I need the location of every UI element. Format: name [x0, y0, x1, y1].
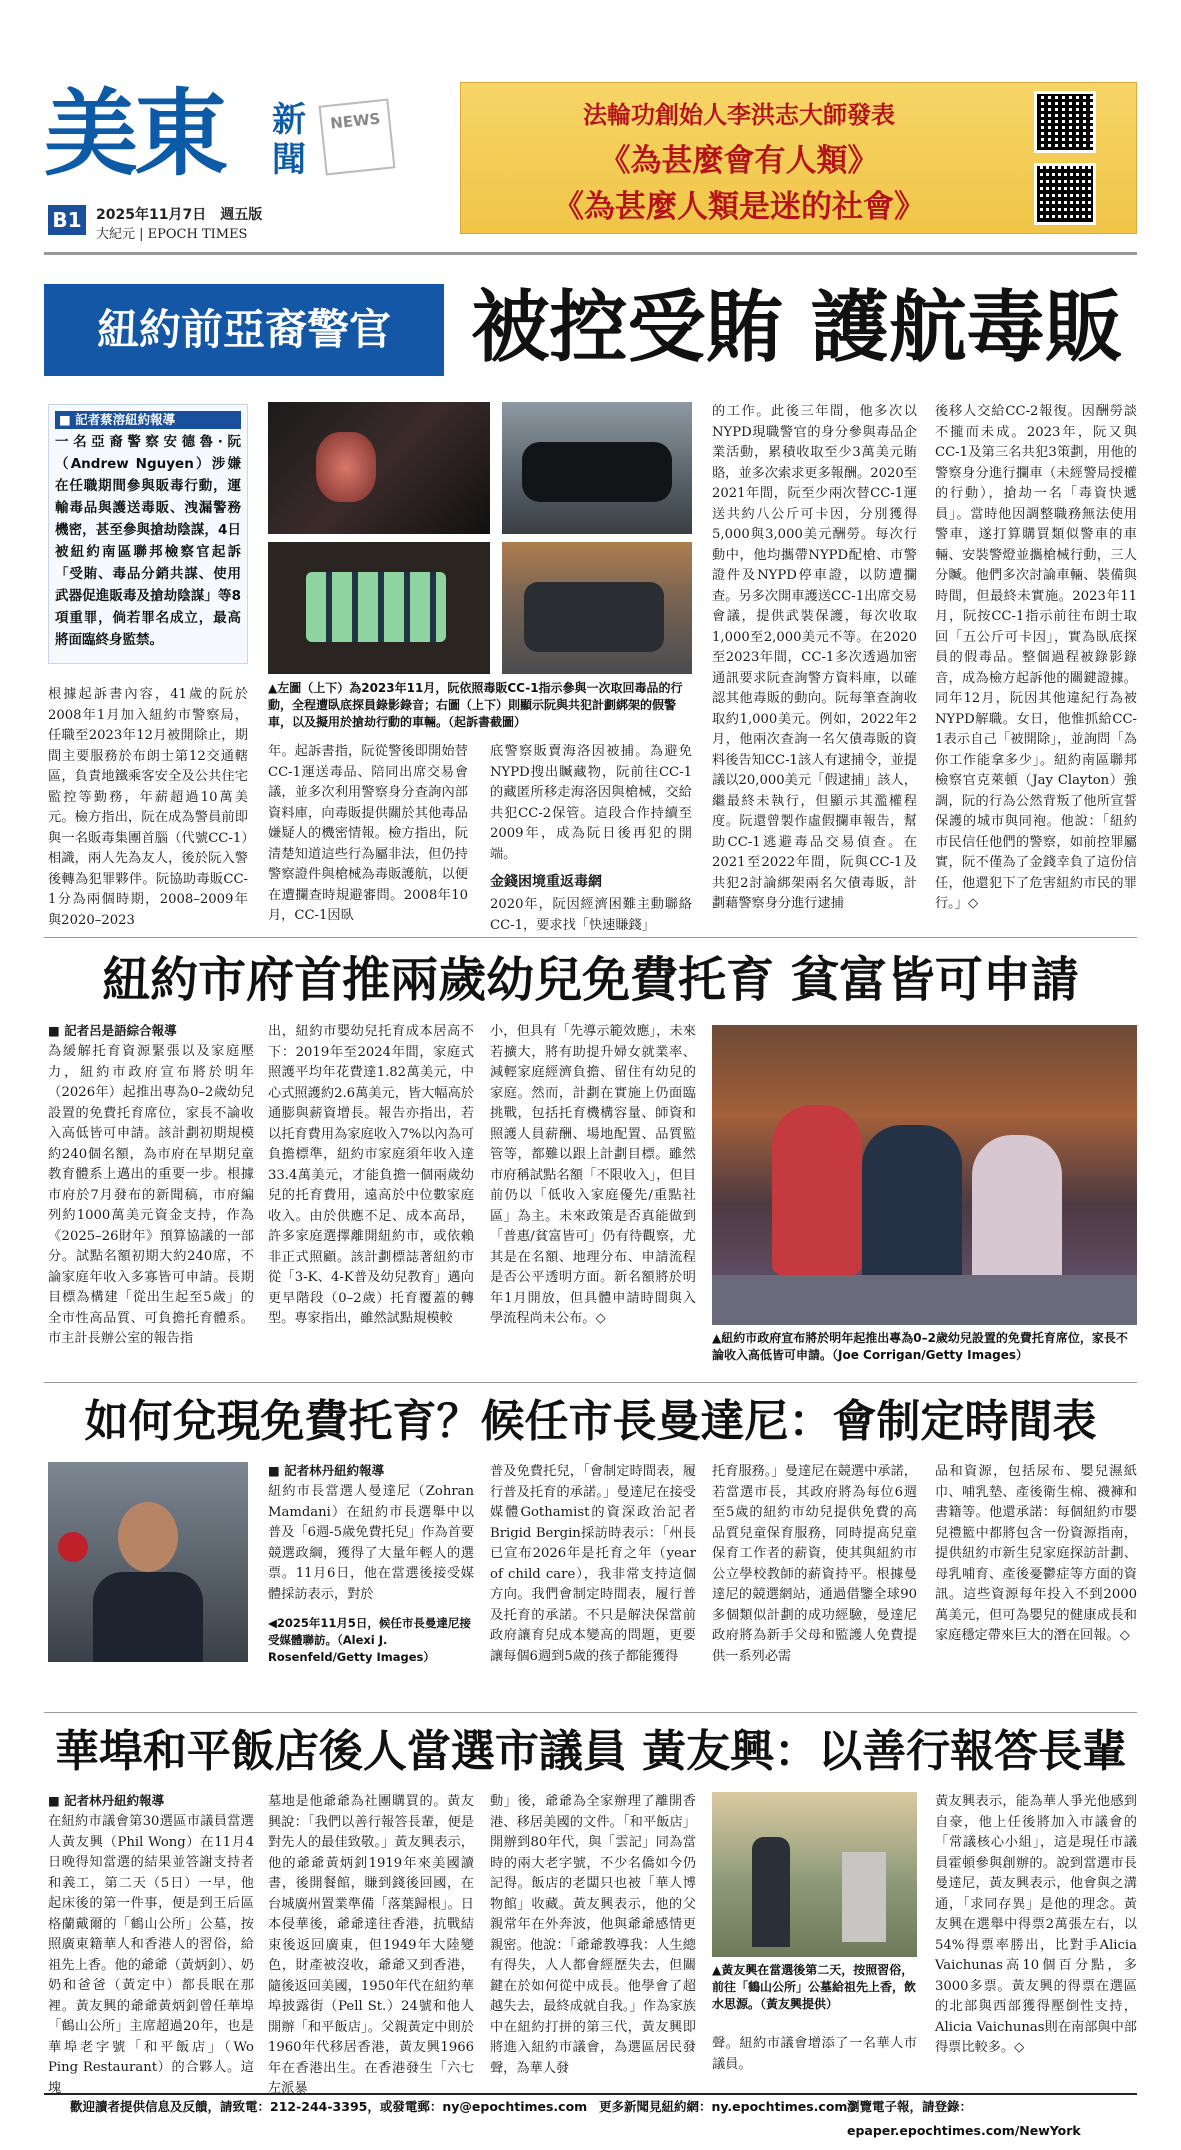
qr-code-icon	[1034, 163, 1096, 225]
a2-caption: ▲紐約市政府宣布將於明年起推出專為0–2歲幼兒設置的免費托育席位，家長不論收入高低皆可申請。（Joe Corrigan/Getty Images）	[712, 1331, 1128, 1362]
masthead	[44, 80, 464, 250]
a1-lead-box	[48, 404, 248, 664]
a4-col2: 墓地是他爺爺為社團購買的。黃友興說：「我們以善行報答長輩，便是對先人的最佳致敬。」黃友興表示，他的爺爺黃炳釗1919年來美國讀書，後開餐館，賺到錢後回國，在台城廣州置業準備「落葉歸根」。日本侵華後，爺爺達往香港，抗戰結束後返回廣東，但1949年大陸變色，財產被沒收，爺爺又到香港，隨後返回美國，1950年代在紐約華埠披露街（Pell St.）24號和他人開辦「和平飯店」。父親黃定中則於1960年代移居香港，黃友興1966年在香港出生。在香港發生「六七左派暴	[268, 1794, 474, 2096]
banner-line2: 《為甚麼會有人類》	[599, 143, 879, 179]
a4-col4b: 聲。紐約市議會增添了一名華人市議員。	[712, 2036, 917, 2072]
a4-col1-text: 在紐約市議會第30選區市議員當選人黃友興（Phil Wong）在11月4日晚得知當選的結果並答謝支持者和義工，第二天（5日）一早，他起床後的第一件事，便是到王后區格蘭戴爾的「鶴山公所」公墓，按照廣東籍華人和香港人的習俗，給祖先上香。他的爺爺（黃炳釗）、奶奶和爸爸（黃定中）都長眠在那裡。黃友興的爺爺黃炳釗曾任華埠「鶴山公所」主席超過20年，也是華埠老字號「和平飯店」（Wo Ping Restaurant）的合夥人。這塊	[48, 1814, 254, 2096]
a2-byline: ■ 記者呂是語綜合報導	[48, 1023, 177, 1038]
masthead-logo: 美東	[44, 80, 225, 189]
a2-col3: 小，但具有「先導示範效應」，未來若擴大，將有助提升婦女就業率、減輕家庭經濟負擔、留住有幼兒的家庭。然而，計劃在實施上仍面臨挑戰，包括托育機構容量、師資和照護人員薪酬、場地配置、品質監管等，都難以跟上計劃目標。雖然市府稱試點名額「不限收入」，但目前仍以「低收入家庭優先/重點社區」為主。未來政策是否真能做到「普惠/貧富皆可」仍有待觀察，尤其是在名額、地理分布、申請流程是否公平透明方面。新名額將於明年1月開放，但具體申請時間與入學流程尚未公布。◇	[490, 1024, 696, 1326]
a1-col4: 的工作。此後三年間，他多次以NYPD現職警官的身分參與毒品企業活動，累積收取至少3萬美元賄賂，並多次索求更多報酬。2020至2021年間，阮至少兩次替CC-1運送共約八公斤可卡因，分別獲得5,000與3,000美元酬勞。每次行動中，他均攜帶NYPD配槍、市警證件及NYPD停車證，以防遭攔查。另多次開車護送CC-1出席交易會議，提供武裝保護，每次收取1,000至2,000美元不等。在2020至2023年間，CC-1多次透過加密通訊要求阮查詢警方資料庫，以確認其他毒販的動向。阮每筆查詢收取約1,000美元。例如，2022年2月，他兩次查詢一名欠債毒販的資料後告知CC-1該人有逮捕令，並提議以20,000美元「假逮捕」該人，繼最終未執行，但顯示其濫權程度。阮還曾製作虛假攔車報告，幫助CC-1逃避毒品交易偵查。在2021至2022年間，阮與CC-1及共犯2討論綁架兩名欠債毒販，計劃藉警察身分進行逮捕	[712, 404, 917, 911]
a1-col3-text: 底警察販賣海洛因被捕。為避免NYPD搜出贓藏物，阮前往CC-1的藏匿所移走海洛因與槍械，交給共犯CC-2保管。這段合作持續至2009年，成為阮日後再犯的開端。	[490, 744, 692, 862]
divider-3	[44, 1712, 1137, 1713]
footer-news-link[interactable]: 更多新聞見紐約網：ny.epochtimes.com	[599, 2099, 848, 2114]
a3-col1-text: 紐約市長當選人曼達尼（Zohran Mamdani）在紐約市長選舉中以普及「6週-5歲免費托兒」作為首要競選政綱，獲得了大量年輕人的選票。11月6日，他在當選後接受媒體採訪表示，對於	[268, 1484, 474, 1602]
a3-col2: 普及免費托兒，「會制定時間表，履行普及托育的承諾。」曼達尼在接受媒體Gothamist的資深政治記者Brigid Bergin採訪時表示：「州長已宣布2026年是托育之年（year of child care），我非常支持這個方向。我們會制定時間表，履行普及托育的承諾。不只是解決保當前政府讓育兒成本變高的問題，更要讓每個6週到5歲的孩子都能獲得	[490, 1464, 696, 1664]
a1-byline: ■ 記者蔡溶紐約報導	[55, 411, 241, 429]
qr-code-icon	[1034, 91, 1096, 153]
a4-headline: 華埠和平飯店後人當選市議員 黃友興：以善行報答長輩	[54, 1726, 1127, 1777]
a3-photo-mamdani	[48, 1462, 248, 1662]
a1-col3	[490, 742, 692, 933]
a1-lead: 一名亞裔警察安德魯·阮（Andrew Nguyen）涉嫌在任職期間參與販毒行動，運輸毒品與護送毒販、洩漏警務機密，甚至參與搶劫陰謀，4日被紐約南區聯邦檢察官起訴「受賄、毒品分銷共謀、使用武器促進販毒及搶劫陰謀」等8項重罪，倘若罪名成立，最高將面臨終身監禁。	[55, 434, 241, 648]
banner-line1: 法輪功創始人李洪志大師發表	[583, 101, 895, 129]
a1-subhead: 金錢困境重返毒網	[490, 874, 602, 890]
a1-photo-car-bottom	[502, 542, 692, 674]
a4-caption: ▲黃友興在當選後第二天，按照習俗，前往「鶴山公所」公墓給祖先上香，飲水思源。（黃友興提供）	[712, 1963, 917, 2011]
masthead-rule	[44, 252, 1137, 255]
a4-byline: ■ 記者林丹紐約報導	[48, 1793, 165, 1808]
issue-date: 2025年11月7日 週五版	[96, 207, 263, 223]
a3-col4: 品和資源，包括尿布、嬰兒濕紙巾、哺乳墊、產後衛生棉、襪褲和書籍等。他還承諾：每個紐約市嬰兒禮籃中都將包含一份資源指南，提供紐約市新生兒家庭探訪計劃、母乳哺育、產後憂鬱症等方面的資訊。這些資源每年投入不到2000萬美元，但可為嬰兒的健康成長和家庭穩定帶來巨大的潛在回報。◇	[935, 1464, 1137, 1643]
a1-kicker: 紐約前亞裔警官	[44, 284, 444, 376]
a1-col2: 年。起訴書指，阮從警後即開始替CC-1運送毒品、陪同出席交易會議，並多次利用警察身分查詢內部資料庫，向毒販提供關於其他毒品嫌疑人的機密情報。檢方指出，阮清楚知道這些行為屬非法，但仍持警察證件與槍械為毒販護航，以便在遭攔查時規避審問。2008年10月，CC-1因臥	[268, 744, 468, 923]
a4-col3: 動」後，爺爺為全家辦理了離開香港、移居美國的文件。「和平飯店」開辦到80年代，與「雲記」同為當時的兩大老字號，不少名僑如今仍記得。飯店的老闆只也被「華人博物館」收藏。黃友興表示，他的父親常年在外奔波，他與爺爺感情更親密。他說：「爺爺教導我：人生總有得失，人人都會經歷失去，但關鍵在於如何從中成長。他學會了超越失去，最終成就自我。」作為家族中在紐約打拼的第三代，黃友興即將進入紐約市議會，為選區居民發聲，為華人發	[490, 1794, 696, 2076]
divider-2	[44, 1382, 1137, 1383]
a1-photo-packages	[268, 542, 490, 674]
a2-col1-text: 為緩解托育資源緊張以及家庭壓力，紐約市政府宣布將於明年（2026年）起推出專為0–2歲幼兒設置的免費托育席位，家長不論收入高低皆可申請。該計劃初期規模約240個名額，為市府在早期兒童教育體系上邁出的重要一步。根據市府於7月發布的新聞稿，市府編列約1000萬美元資金支持，作為《2025–26財年》預算協議的一部分。試點名額初期大約240席，不論家庭年收入多寡皆可申請。長期目標為構建「從出生起至5歲」的全市性高品質、可負擔托育體系。市主計長辦公室的報告指	[48, 1044, 254, 1346]
footer-bar	[44, 2093, 1137, 2138]
a2-col1	[48, 1022, 254, 1377]
a4-col1	[48, 1792, 254, 2096]
promo-banner[interactable]	[460, 82, 1137, 234]
footer-contact[interactable]: 歡迎讀者提供信息及反饋，請致電：212-244-3395，或發電郵：ny@epochtimes.com	[70, 2099, 588, 2114]
a2-headline: 紐約市府首推兩歲幼兒免費托育 貧富皆可申請	[102, 952, 1079, 1008]
a3-headline: 如何兌現免費托育？候任市長曼達尼：會制定時間表	[84, 1396, 1097, 1447]
a1-caption: ▲左圖（上下）為2023年11月，阮依照毒販CC-1指示參與一次取回毒品的行動，全程遭臥底探員錄影錄音；右圖（上下）則顯示阮與共犯計劃綁架的假警車，以及擬用於搶劫行動的車輛。（起訴書截圖）	[268, 681, 683, 729]
a4-col5: 黃友興表示，能為華人爭光他感到自豪，他上任後將加入市議會的「常議核心小組」，這是現任市議員霍頓參與創辦的。說到當選市長曼達尼，黃友興表示，他會與之溝通，「求同存異」是他的理念。黃友興在選舉中得票2萬張左右，以54%得票率勝出，比對手Alicia Vaichunas高10個百分點，多3000多票。黃友興的得票在選區的北部與西部獲得壓倒性支持，Alicia Vaichunas則在南部與中部得票比較多。◇	[935, 1794, 1137, 2055]
a4-photo-cemetery	[712, 1792, 917, 1957]
a3-byline: ■ 記者林丹紐約報導	[268, 1463, 385, 1478]
a1-col3b-text: 2020年，阮因經濟困難主動聯絡CC-1，要求找「快速賺錢」	[490, 897, 692, 933]
a2-photo-children	[712, 1025, 1137, 1325]
news-tag: NEWS	[319, 99, 396, 176]
divider-1	[44, 937, 1137, 938]
a1-photo-car-top	[502, 402, 692, 534]
banner-line3: 《為甚麼人類是迷的社會》	[553, 189, 925, 225]
a1-col5: 後移人交給CC-2報復。因酬勞談不攏而未成。2023年，阮又與CC-1及第三名共犯3策劃，用他的警察身分進行攔車（未經警局授權的行動），搶劫一名「毒資快遞員」。當時他因調整職務無法使用警車，遂打算購買類似警車的車輛、安裝警燈並攜槍械行動，三人分贓。他們多次討論車輛、裝備與時間，但最終未實施。2023年11月，阮按CC-1指示前往布朗士取回「五公斤可卡因」，實為臥底探員的假毒品。整個過程被錄影錄音，成為檢方起訴他的關鍵證據。同年12月，阮因其他違紀行為被NYPD解職。女日，他惟抓給CC-1表示自己「被開除」，並詢問「為你工作能拿多少」。紐約南區聯邦檢察官克萊頓（Jay Clayton）強調，阮的行為公然背叛了他所宣誓保護的城市與同袍。他說：「紐約市民信任他們的警察，如前控罪屬實，阮不僅為了金錢幸負了這份信任，他還犯下了危害紐約市民的罪行。」◇	[935, 404, 1137, 911]
masthead-logo-side: 新聞	[272, 100, 306, 180]
a3-caption: ◀2025年11月5日，候任市長曼達尼接受媒體聯訪。（Alexi J. Rosenfeld/Getty Images）	[268, 1616, 471, 1664]
a1-headline: 被控受賄 護航毒販	[471, 282, 1123, 373]
a3-col3: 托育服務。」曼達尼在競選中承諾，若當選市長，其政府將為每位6週至5歲的紐約市幼兒提供免費的高品質兒童保育服務，同時提高兒童保育工作者的薪資，使其與紐約市公立學校教師的薪資持平。根據曼達尼的競選網站，通過借鑒全球90多個類似計劃的成功經驗，曼達尼政府將為新手父母和監護人免費提供一系列必需	[712, 1464, 917, 1664]
section-badge: B1	[48, 205, 86, 235]
footer-epaper-link[interactable]: 瀏覽電子報，請登錄：epaper.epochtimes.com/NewYork	[847, 2099, 1081, 2138]
a1-col1: 根據起訴書內容，41歲的阮於2008年1月加入紐約市警察局，任職至2023年12月被開除止，期間主要服務於布朗士第12交通轄區，負責地鐵乘客安全及公共住宅監控等勤務，年薪超過10萬美元。檢方指出，阮在成為警員前即與一名販毒集團首腦（代號CC-1）相識，兩人先為友人，後於阮入警後轉為犯罪夥伴。阮協助毒販CC-1分為兩個時期，2008–2009年與2020–2023	[48, 687, 248, 928]
a1-photo-video-still	[268, 402, 490, 534]
publisher: 大紀元 | EPOCH TIMES	[96, 227, 248, 242]
a2-col2: 出，紐約市嬰幼兒托育成本居高不下：2019年至2024年間，家庭式照護平均年花費達1.82萬美元，中心式照護約2.6萬美元，皆大幅高於通膨與薪資增長。報告亦指出，若以托育費用為家庭收入7%以內為可負擔標準，紐約市家庭須年收入達33.4萬美元，才能負擔一個兩歲幼兒的托育費用，遠高於中位數家庭收入。由於供應不足、成本高昂，許多家庭選擇離開紐約市，或依賴非正式照顧。該計劃標誌著紐約市從「3-K、4-K普及幼兒教育」邁向更早階段（0–2歲）托育覆蓋的轉型。專家指出，雖然試點規模較	[268, 1024, 474, 1326]
